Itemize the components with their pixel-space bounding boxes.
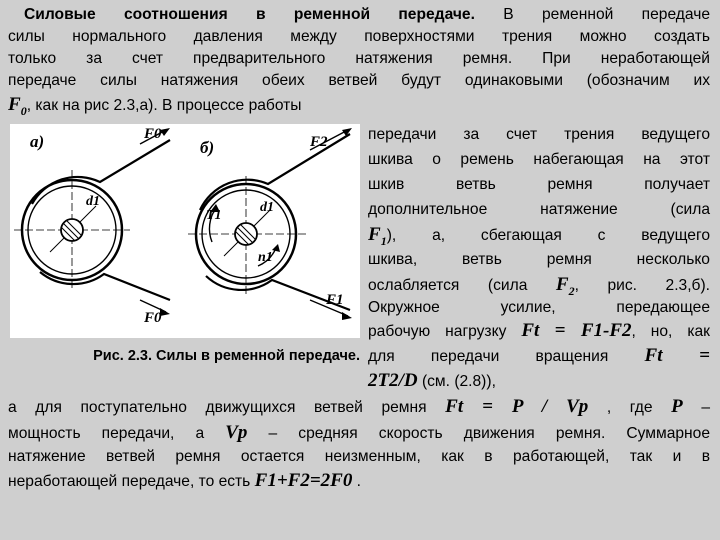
formula-ft-pv: Ft = P / Vp — [445, 396, 589, 417]
right-line-5: $F_1$), а, сбегающая с ведущего — [368, 224, 710, 248]
bottom-line-1: а для поступательно движущихся ветвей ремня Ft = P / Vp , где P – — [8, 396, 710, 417]
bottom-line-4: неработающей передаче, то есть F1+F2=2F0 . — [8, 470, 361, 491]
label-F1: F1 — [326, 292, 344, 308]
text-line-4: передаче силы натяжения обеих ветвей будут одинаковыми (обозначим их — [8, 72, 710, 89]
bottom-line-3: натяжение ветвей ремня остается неизменным, как в работающей, так и в — [8, 448, 710, 465]
text-line-3: только за счет предварительного натяжения ремня. При неработающей — [8, 50, 710, 67]
label-d1-b: d1 — [260, 200, 274, 215]
symbol-F0: $F_0$ — [8, 94, 27, 118]
figure-caption: Рис. 2.3. Силы в ременной передаче. — [93, 348, 360, 364]
figure-label-b: б) — [200, 138, 215, 157]
label-n1: n1 — [258, 250, 273, 265]
belt-drive-figure — [10, 124, 360, 338]
symbol-F2: $F_2$ — [555, 274, 575, 298]
label-F0-top: F0 — [144, 126, 162, 142]
formula-ft: Ft = F1-F2 — [521, 320, 632, 341]
right-line-2: шкива о ремень набегающая на этот — [368, 151, 710, 168]
right-line-10: для передачи вращения Ft = — [368, 345, 711, 366]
figure-label-a: а) — [30, 132, 45, 151]
text-line-5 — [8, 94, 710, 122]
symbol-Vp: Vp — [225, 422, 248, 443]
formula-sum: F1+F2=2F0 — [254, 470, 353, 491]
right-line-6: шкива, ветвь ремня несколько — [368, 251, 710, 268]
label-F0-bottom: F0 — [144, 310, 162, 326]
text-run: В ременной передаче — [474, 6, 710, 23]
symbol-F1: $F_1$ — [368, 224, 387, 248]
belt-drive-diagram — [10, 124, 360, 338]
right-line-8: Окружное усилие, передающее — [368, 299, 710, 316]
belt-a-top — [32, 140, 170, 204]
label-T1: T1 — [206, 208, 222, 223]
text-run: , как на рис 2.3,а). В процессе работы — [26, 97, 302, 114]
symbol-P: P — [671, 396, 683, 417]
label-F2: F2 — [310, 134, 328, 150]
belt-a-bottom — [40, 272, 170, 300]
right-line-9: рабочую нагрузку Ft = F1-F2, но, как — [368, 320, 710, 341]
right-line-11: 2T2/D (см. (2.8)), — [368, 370, 496, 391]
label-d1-a: d1 — [86, 194, 100, 209]
right-line-4: дополнительное натяжение (сила — [368, 201, 710, 218]
section-title: Силовые соотношения в ременной передаче. — [24, 6, 475, 23]
bottom-line-2: мощность передачи, а Vp – средняя скорость движения ремня. Суммарное — [8, 422, 710, 443]
right-line-1: передачи за счет трения ведущего — [368, 126, 710, 143]
formula-2t2-d: 2T2/D — [368, 370, 418, 391]
right-line-7: ослабляется (сила $F_2$, рис. 2.3,б). — [368, 274, 710, 298]
text-line-2: силы нормального давления между поверхностями трения можно создать — [8, 28, 710, 45]
right-line-3: шкив ветвь ремня получает — [368, 176, 710, 193]
text-line-1 — [24, 4, 710, 26]
formula-ft-eq: Ft = — [644, 345, 711, 366]
